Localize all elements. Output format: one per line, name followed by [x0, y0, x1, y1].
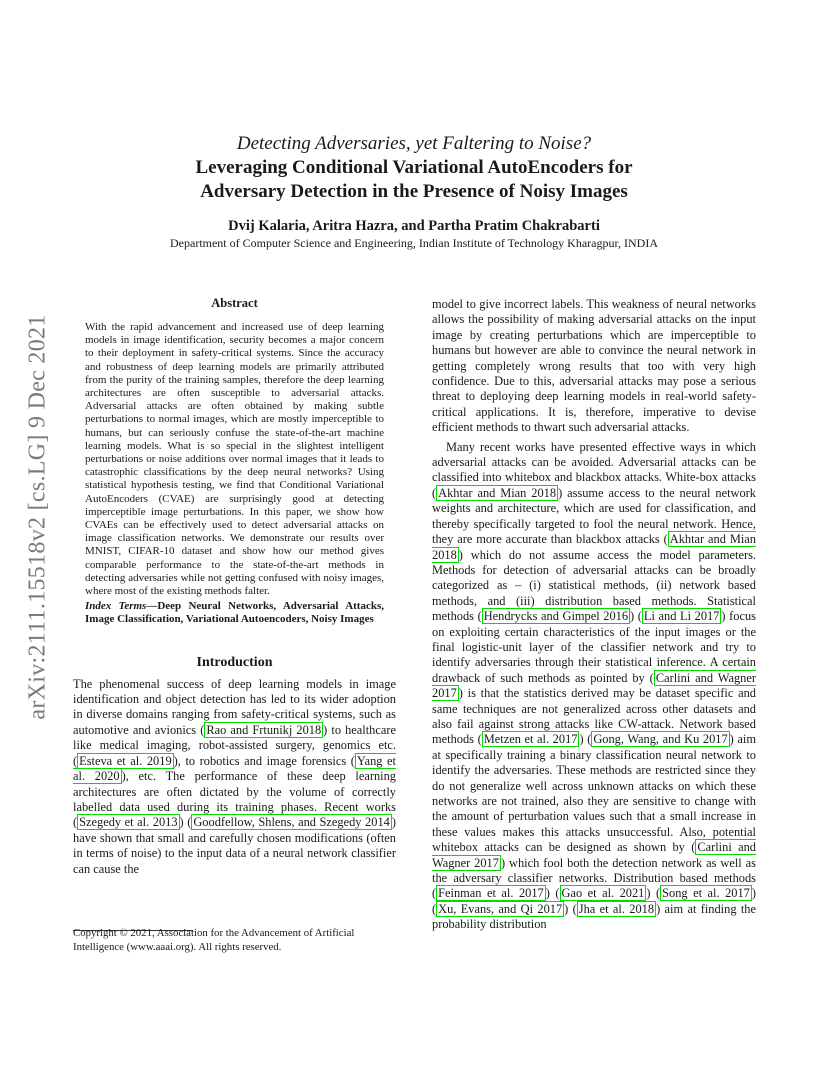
index-terms-text: —Deep Neural Networks, Adversarial Attacks, Image Classification, Variational Autoencoders, Noisy Images	[85, 600, 384, 626]
right-column	[432, 297, 756, 933]
citation-link[interactable]: Carlini and Wagner 2017	[432, 840, 756, 870]
citation-link[interactable]: Li and Li 2017	[643, 609, 720, 624]
citation-link[interactable]: Rao and Frtunikj 2018	[206, 722, 322, 737]
abstract-body: With the rapid advancement and increased use of deep learning models in image identification, security becomes a major concern to their deployment in safety-critical systems. Since the accuracy and robustness of deep learning models are primarily attributed from the purity of the training samples, therefore the deep learning architectures are often susceptible to adversarial attacks. Adversarial attacks are often obtained by making subtle perturbations to normal images, which are mostly imperceptible to humans, but can seriously confuse the state-of-the-art machine learning models. What is so special in the slightest intelligent perturbations or noise additions over normal images that it leads to catastrophic classifications by the deep neural networks? Using statistical hypothesis testing, we find that Conditional Variational AutoEncoders (CVAE) are surprisingly good at detecting imperceptible image perturbations. In this paper, we show how CVAEs can be effectively used to detect adversarial attacks on image classification networks. We demonstrate our results over MNIST, CIFAR-10 dataset and show how our method gives comparable performance to the state-of-the-art methods in detecting adversaries while not getting confused with noisy images, where most of the existing methods falter.	[85, 321, 384, 598]
body-text: ) which do not assume access the model parameters. Methods for detection of adversarial attacks can be broadly categorized as – (i) statistical methods, (ii) network based methods, and (iii) distribution based methods. Statistical methods (	[432, 547, 756, 624]
body-text: ) assume access to the neural network weights and architecture, which are used for classification, and thereby specifically targeted to fool the neural network. Hence, they are more accurate than blackbox attacks (	[432, 485, 756, 547]
citation-link[interactable]: Feinman et al. 2017	[438, 886, 544, 901]
intro-text: ), etc. The performance of these deep learning architectures are often dictated by the volume of correctly labelled data used during its training phases. Recent works (	[73, 769, 396, 830]
intro-text: The phenomenal success of deep learning models in image identification and object detection has led to its wider adoption in diverse domains ranging from safety-critical systems, such as automotive and avionics (	[73, 676, 396, 737]
intro-text: ), to robotics and image forensics (	[173, 753, 355, 768]
body-paragraph: model to give incorrect labels. This weakness of neural networks allows the possibility of making adversarial attacks on the input image by creating perturbations which are imperceptible to humans but however are able to convince the neural network in getting completely wrong results that too with very high confidence. Due to this, adversarial attacks may pose a serious threat to deploying deep learning models in real-world safety-critical applications. It is, therefore, imperative to devise efficient methods to thwart such adversarial attacks.	[432, 297, 756, 435]
introduction-paragraph	[73, 677, 396, 877]
citation-link[interactable]: Akhtar and Mian 2018	[432, 532, 756, 562]
citation-link[interactable]: Metzen et al. 2017	[483, 732, 578, 747]
citation-link[interactable]: Song et al. 2017	[662, 886, 750, 901]
paper-title	[80, 132, 748, 204]
body-text: ) (	[646, 886, 661, 901]
intro-text: ) (	[179, 815, 192, 830]
citation-link[interactable]: Carlini and Wagner 2017	[432, 670, 756, 701]
citation-link[interactable]: Akhtar and Mian 2018	[438, 485, 557, 500]
citation-link[interactable]: Xu, Evans, and Qi 2017	[438, 901, 563, 916]
title-line-3: Adversary Detection in the Presence of Noisy Images	[200, 181, 628, 202]
left-column	[73, 296, 396, 877]
body-text: ) aim at finding the probability distribution	[432, 901, 756, 932]
citation-link[interactable]: Jha et al. 2018	[578, 901, 655, 916]
citation-link[interactable]: Hendrycks and Gimpel 2016	[483, 609, 629, 624]
affiliation: Department of Computer Science and Engineering, Indian Institute of Technology Kharagpur, INDIA	[170, 236, 658, 250]
index-terms	[73, 600, 396, 626]
body-text: ) aim at specifically training a binary classification neural network to identify the adversaries. These methods are restricted since they do not generalize well across unknown attacks on which these networks are not trained, also they are sensitive to change with the amount of perturbation values such that a small increase in these values makes this attacks unsuccessful. Also, potential whitebox attacks can be designed as shown by (	[432, 732, 756, 855]
citation-link[interactable]: Gong, Wang, and Ku 2017	[593, 732, 728, 747]
body-text: ) (	[545, 886, 560, 901]
intro-text: ) to healthcare like medical imaging, robot-assisted surgery, genomics etc. (	[73, 722, 396, 768]
body-text: ) (	[564, 901, 577, 916]
arxiv-identifier: arXiv:2111.15518v2 [cs.LG] 9 Dec 2021	[24, 314, 51, 720]
body-text: ) focus on exploiting certain characteristics of the input images or the final logistic-unit layer of the classifier network and try to identify adversaries through their statistical inference. A certain drawback of such methods as pointed by (	[432, 609, 756, 685]
index-terms-label: Index Terms	[85, 600, 147, 613]
introduction-heading: Introduction	[196, 654, 273, 670]
citation-link[interactable]: Szegedy et al. 2013	[79, 815, 178, 830]
body-text: ) (	[630, 609, 642, 624]
citation-link[interactable]: Goodfellow, Shlens, and Szegedy 2014	[193, 815, 390, 830]
copyright-footnote: Copyright © 2021, Association for the Advancement of Artificial Intelligence (www.aaai.org). All rights reserved.	[73, 927, 355, 953]
citation-link[interactable]: Gao et al. 2021	[561, 886, 645, 901]
body-text: ) is that the statistics derived may be dataset specific and same techniques are not generalized across other datasets and also fail against strong attacks like CW-attack. Network based methods (	[432, 686, 756, 747]
intro-text: ) have shown that small and carefully chosen modifications (often in terms of noise) to the input data of a neural network classifier can cause the	[73, 815, 396, 876]
arxiv-stamp	[18, 292, 58, 742]
citation-link[interactable]: Esteva et al. 2019	[79, 753, 172, 768]
body-paragraph	[432, 440, 756, 933]
citation-link[interactable]: Yang et al. 2020	[73, 753, 397, 784]
body-text: ) (	[432, 886, 756, 916]
body-text: ) (	[579, 732, 592, 747]
abstract-heading: Abstract	[211, 296, 258, 310]
title-line-1: Detecting Adversaries, yet Faltering to Noise?	[236, 133, 592, 154]
title-line-2: Leveraging Conditional Variational AutoEncoders for	[195, 157, 633, 178]
body-text: ) which fool both the detection network as well as the adversary classifier networks. Distribution based methods (	[432, 855, 756, 901]
body-text: Many recent works have presented effective ways in which adversarial attacks can be avoided. Adversarial attacks can be classified into whitebox and blackbox attacks. White-box attacks (	[432, 439, 756, 500]
authors: Dvij Kalaria, Aritra Hazra, and Partha Pratim Chakrabarti	[228, 218, 600, 234]
